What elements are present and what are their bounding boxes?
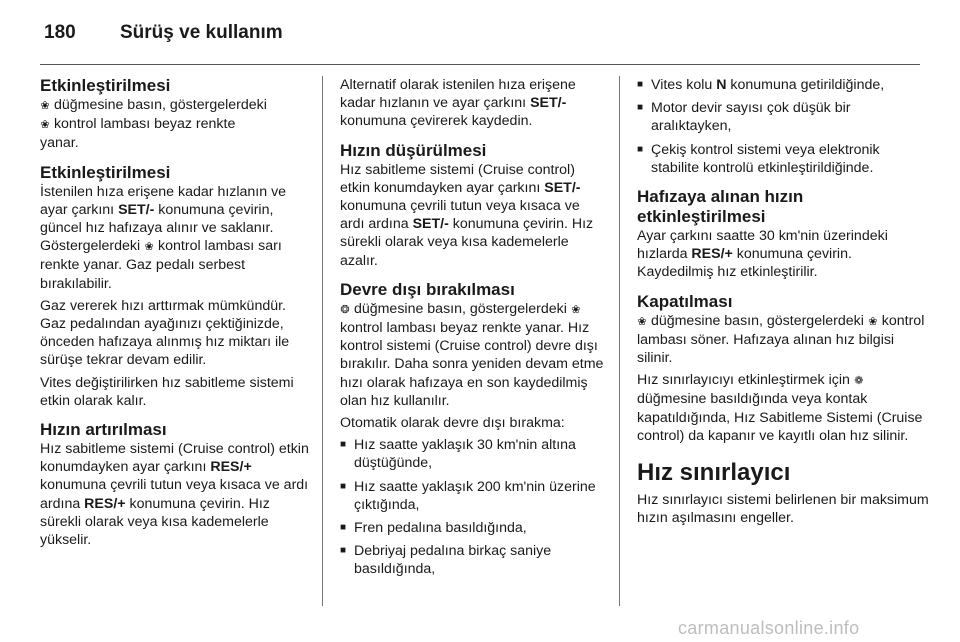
paragraph: ❀ düğmesine basın, göstergelerdeki ❀ kontrol lambası söner. Hafızaya alınan hız bilgisi silinir.	[637, 312, 925, 367]
section-heading: Hızın düşürülmesi	[340, 140, 487, 160]
list-item: ■ Vites kolu N konumuna getirildiğinde,	[637, 76, 929, 94]
page-header	[44, 22, 283, 44]
paragraph: Ayar çarkını saatte 30 km'nin üzerindeki hızlarda RES/+ konumuna çevirin. Kaydedilmiş hız etkinleştirilir.	[637, 228, 888, 281]
cruise-off-icon: ❂	[340, 303, 350, 316]
chapter-title: Sürüş ve kullanım	[120, 22, 283, 43]
column-divider-1	[322, 76, 323, 606]
cruise-control-icon: ❀	[40, 100, 50, 112]
section-heading-large: Hız sınırlayıcı	[637, 459, 791, 487]
list-item: ■ Debriyaj pedalına birkaç saniye basıldığında,	[340, 542, 604, 578]
cruise-control-icon: ❀	[144, 241, 154, 254]
list-item: ■ Çekiş kontrol sistemi veya elektronik stabilite kontrolü etkinleştirildiğinde.	[637, 141, 929, 177]
paragraph: Gaz vererek hızı arttırmak mümkündür. Gaz pedalından ayağınızı çektiğinizde, önceden hafızaya alınmış hız miktarı ile sürüşe tekrar devam edilir.	[40, 297, 290, 369]
cruise-control-icon: ❀	[40, 119, 50, 132]
section-heading: Etkinleştirilmesi	[40, 76, 171, 95]
bullet-list	[340, 436, 604, 578]
list-item: ■ Hız saatte yaklaşık 200 km'nin üzerine çıktığında,	[340, 478, 604, 514]
cruise-control-icon: ❀	[868, 315, 878, 328]
section-heading: Kapatılması	[637, 291, 733, 311]
section-heading: Hafızaya alınan hızın etkinleştirilmesi	[637, 187, 804, 227]
column-3	[637, 76, 929, 531]
cruise-control-icon: ❀	[571, 303, 581, 316]
list-item: ■ Motor devir sayısı çok düşük bir aralıktayken,	[637, 99, 929, 135]
paragraph: ❀ düğmesine basın, göstergelerdeki ❀ kontrol lambası beyaz renkte yanar.	[40, 97, 267, 152]
page-number: 180	[44, 22, 76, 43]
speed-limiter-icon: ❁	[854, 375, 864, 388]
list-item: ■ Hız saatte yaklaşık 30 km'nin altına düştüğünde,	[340, 436, 604, 472]
watermark: carmanualsonline.info	[678, 618, 860, 638]
column-2	[340, 76, 604, 584]
column-1	[40, 76, 312, 553]
paragraph: Alternatif olarak istenilen hıza erişene kadar hızlanın ve ayar çarkını SET/- konumuna çevirerek kaydedin.	[340, 77, 576, 130]
column-divider-2	[619, 76, 620, 606]
section-heading: Etkinleştirilmesi	[40, 162, 171, 182]
paragraph: Hız sınırlayıcı sistemi belirlenen bir maksimum hızın aşılmasını engeller.	[637, 492, 929, 527]
paragraph: Vites değiştirilirken hız sabitleme sistemi etkin olarak kalır.	[40, 374, 294, 409]
list-item: ■ Fren pedalına basıldığında,	[340, 519, 604, 537]
paragraph: İstenilen hıza erişene kadar hızlanın ve ayar çarkını SET/- konumuna çevirin, güncel hız hafızaya alınır ve saklanır. Göstergelerdeki ❀ kontrol lambası sarı renkte yanar. Gaz pedalı serbest bırakılabilir.	[40, 183, 287, 292]
paragraph: ❂ düğmesine basın, göstergelerdeki ❀ kontrol lambası beyaz renkte yanar. Hız kontrol sistemi (Cruise control) devre dışı bırakılır. Daha sonra yeniden devam etme hızı olarak hafızaya en son kaydedilmiş olan hız kullanılır.	[340, 300, 604, 409]
paragraph: Hız sabitleme sistemi (Cruise control) etkin konumdayken ayar çarkını SET/- konumuna çevrili tutun veya kısaca ve ardı ardına SET/- konumuna çevirin. Hız sürekli olarak veya kısa kademelerle azalır.	[340, 161, 594, 269]
paragraph: Otomatik olarak devre dışı bırakma:	[340, 415, 565, 432]
paragraph: Hız sınırlayıcıyı etkinleştirmek için ❁ düğmesine basıldığında veya kontak kapatıldığında, Hız Sabitleme Sistemi (Cruise control) da kapanır ve kayıtlı olan hız silinir.	[637, 372, 923, 444]
cruise-control-icon: ❀	[637, 315, 647, 328]
paragraph: Hız sabitleme sistemi (Cruise control) etkin konumdayken ayar çarkını RES/+ konumuna çevrili tutun veya kısaca ve ardı ardına RES/+ konumuna çevirin. Hız sürekli olarak veya kısa kademelerle yükselir.	[40, 441, 309, 549]
bullet-list	[637, 76, 929, 177]
section-heading: Devre dışı bırakılması	[340, 279, 515, 299]
section-heading: Hızın artırılması	[40, 420, 167, 440]
header-divider	[40, 64, 920, 65]
